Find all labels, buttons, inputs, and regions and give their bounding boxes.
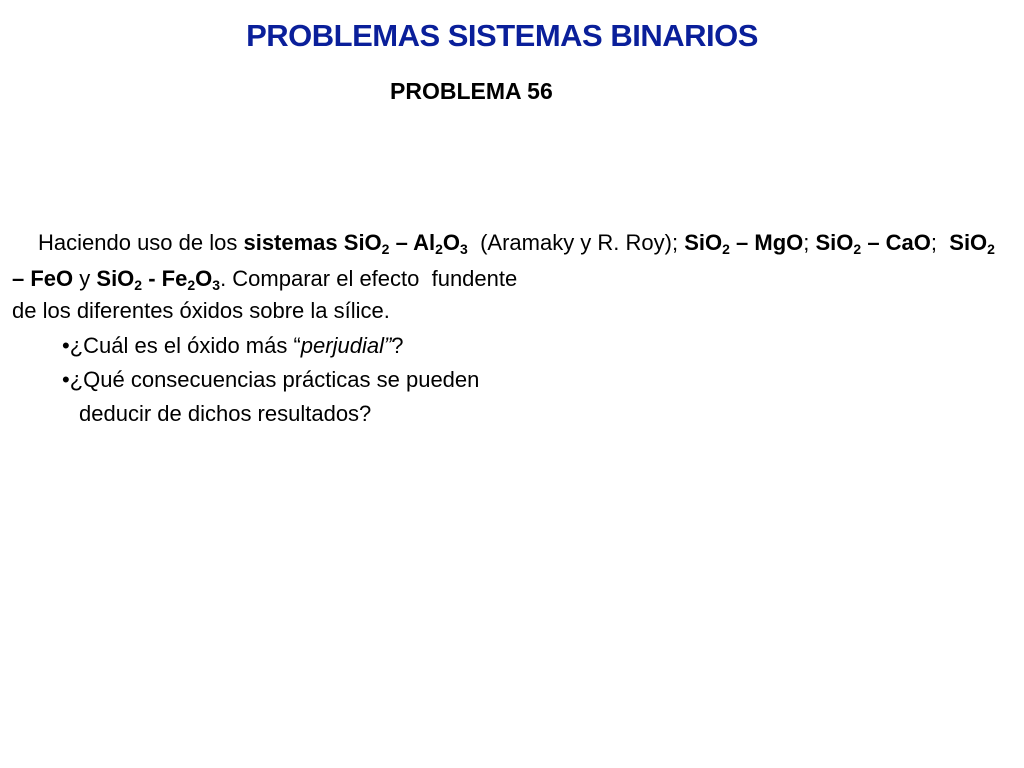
bullet-icon: • — [62, 367, 70, 392]
dash: - — [142, 266, 162, 291]
question-item — [12, 329, 1002, 363]
intro-text: Haciendo uso de los — [38, 230, 244, 255]
question-item — [12, 363, 1002, 431]
formula-part: FeO — [30, 266, 74, 291]
formula-part: SiO — [949, 230, 988, 255]
formula-part: SiO — [815, 230, 854, 255]
subscript: 2 — [853, 241, 862, 257]
compare-text: . Comparar el efecto fundente — [220, 266, 518, 291]
question-text: ¿Qué consecuencias prácticas se pueden — [69, 367, 480, 392]
problem-statement — [12, 225, 1002, 431]
subscript: 2 — [435, 241, 443, 257]
dash: – — [729, 230, 755, 255]
dash: – — [389, 230, 414, 255]
dash: – — [12, 266, 31, 291]
formula-part: O — [442, 230, 461, 255]
system-3 — [816, 230, 931, 255]
sistemas-word: sistemas — [243, 230, 344, 255]
system-2 — [684, 230, 803, 255]
question-list — [12, 329, 1002, 431]
problem-paragraph — [12, 225, 1002, 329]
separator: ; — [930, 230, 950, 255]
question-text-continuation: deducir de dichos resultados? — [79, 401, 372, 426]
reference-text: (Aramaky y R. Roy); — [467, 230, 685, 255]
system-5 — [96, 266, 220, 291]
paragraph-last-line: de los diferentes óxidos sobre la sílice. — [12, 298, 390, 323]
problem-number: PROBLEMA 56 — [390, 78, 553, 104]
conjunction: y — [73, 266, 97, 291]
formula-part: CaO — [885, 230, 931, 255]
formula-part: Al — [413, 230, 436, 255]
question-text: ¿Cuál es el óxido más “ — [69, 333, 301, 358]
question-mark: ? — [391, 333, 404, 358]
formula-part: MgO — [754, 230, 804, 255]
separator: ; — [803, 230, 816, 255]
emphasized-word: perjudial” — [300, 333, 392, 358]
formula-part: SiO — [96, 266, 135, 291]
subscript: 2 — [187, 277, 196, 293]
dash: – — [861, 230, 886, 255]
formula-part: O — [195, 266, 213, 291]
slide-title: PROBLEMAS SISTEMAS BINARIOS — [246, 18, 758, 53]
subscript: 2 — [987, 241, 995, 257]
subscript: 2 — [134, 277, 143, 293]
bullet-icon: • — [62, 333, 70, 358]
subscript: 2 — [381, 241, 390, 257]
formula-part: Fe — [161, 266, 188, 291]
subscript: 2 — [722, 241, 730, 257]
subscript: 3 — [460, 241, 468, 257]
subscript: 3 — [212, 277, 221, 293]
system-1 — [243, 230, 467, 255]
formula-part: SiO — [684, 230, 723, 255]
formula-part: SiO — [343, 230, 382, 255]
